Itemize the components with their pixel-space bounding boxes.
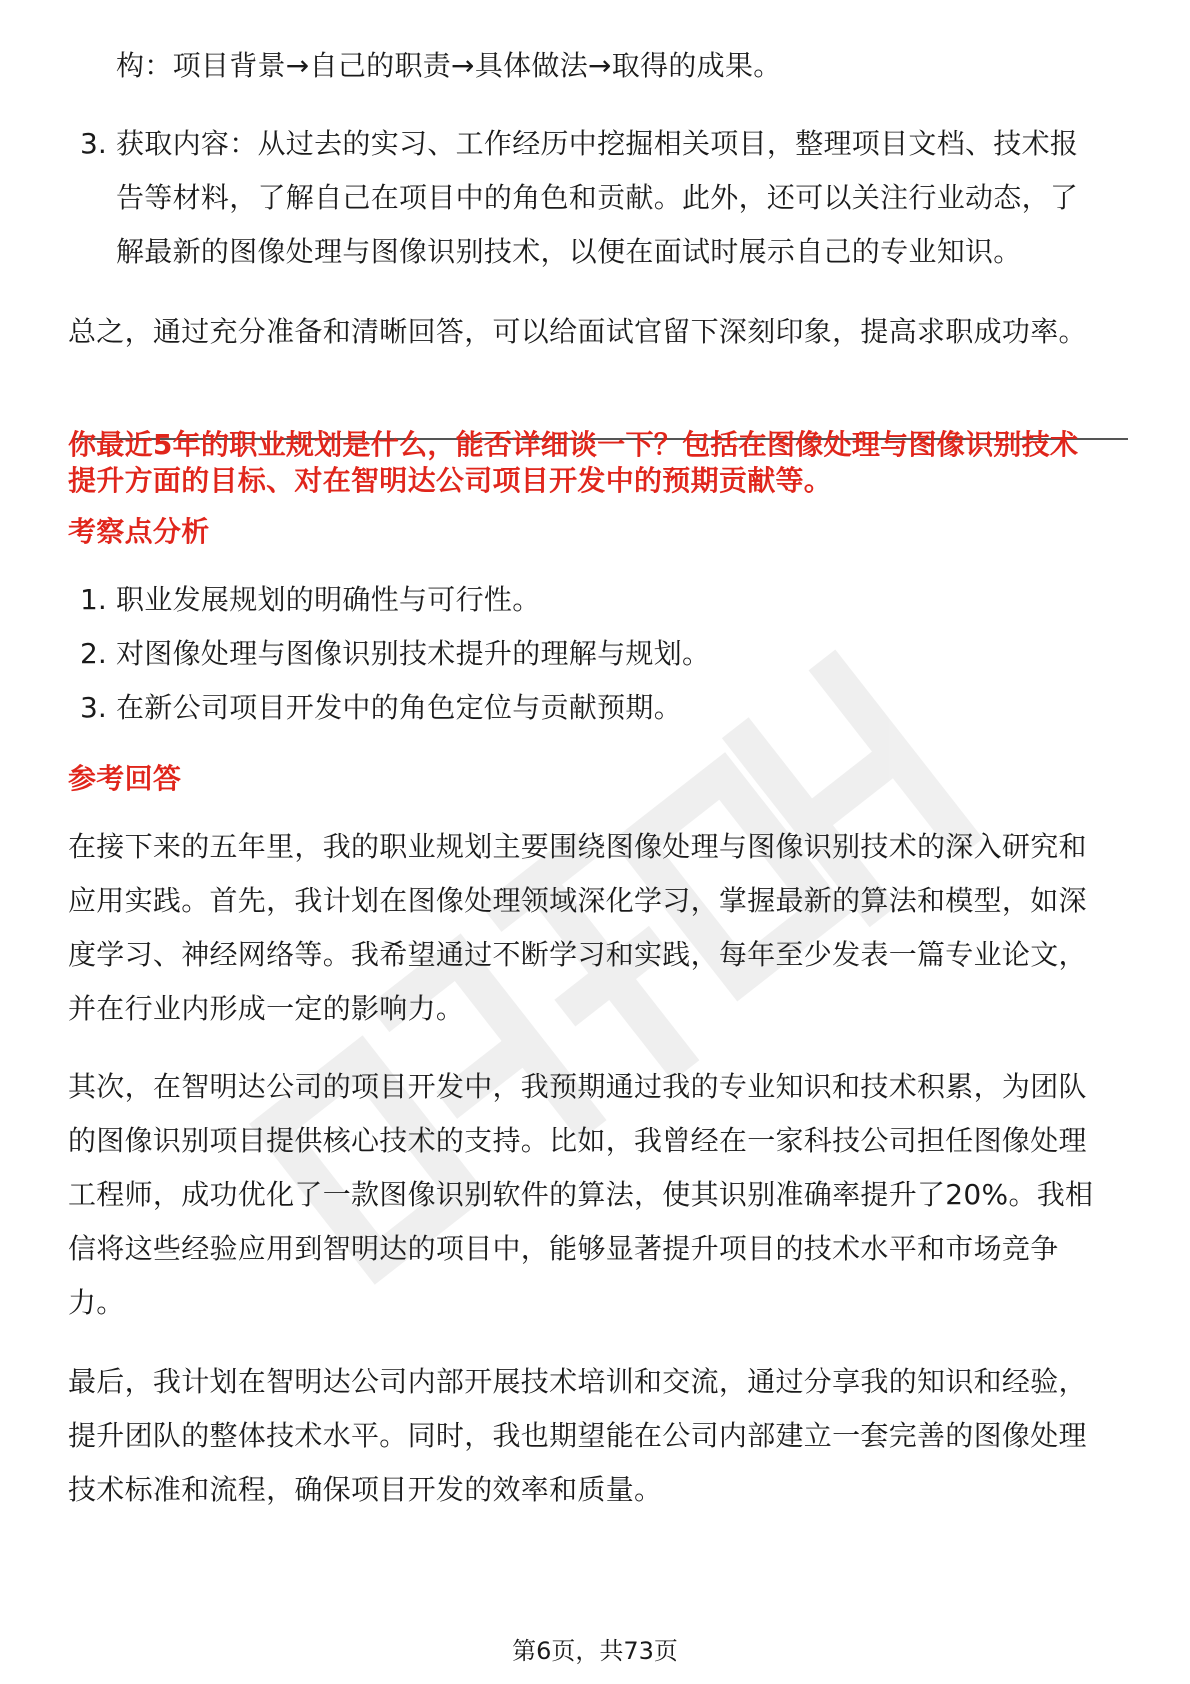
answer-p2-line: 其次，在智明达公司的项目开发中，我预期通过我的专业知识和技术积累，为团队: [68, 1070, 1087, 1103]
item3-line-2: 告等材料，了解自己在项目中的角色和贡献。此外，还可以关注行业动态，了: [116, 181, 1079, 214]
answer-p3-line: 技术标准和流程，确保项目开发的效率和质量。: [68, 1473, 663, 1506]
analysis-heading: 考察点分析: [68, 515, 210, 548]
question-line-2: 提升方面的目标、对在智明达公司项目开发中的预期贡献等。: [68, 464, 833, 497]
analysis-item-text: 职业发展规划的明确性与可行性。: [116, 583, 541, 616]
answer-p3-line: 提升团队的整体技术水平。同时，我也期望能在公司内部建立一套完善的图像处理: [68, 1419, 1087, 1452]
item3-number: 3.: [80, 127, 107, 160]
answer-p1-line: 在接下来的五年里，我的职业规划主要围绕图像处理与图像识别技术的深入研究和: [68, 830, 1087, 863]
answer-p2-line: 的图像识别项目提供核心技术的支持。比如，我曾经在一家科技公司担任图像处理: [68, 1124, 1087, 1157]
analysis-item-text: 对图像处理与图像识别技术提升的理解与规划。: [116, 637, 711, 670]
answer-p1-line: 并在行业内形成一定的影响力。: [68, 992, 465, 1025]
analysis-item-number: 3.: [80, 691, 107, 724]
answer-p1-line: 度学习、神经网络等。我希望通过不断学习和实践，每年至少发表一篇专业论文，: [68, 938, 1087, 971]
page-number-footer: 第6页，共73页: [512, 1637, 678, 1665]
answer-p2-line: 工程师，成功优化了一款图像识别软件的算法，使其识别准确率提升了20%。我相: [68, 1178, 1094, 1211]
answer-p3-line: 最后，我计划在智明达公司内部开展技术培训和交流，通过分享我的知识和经验，: [68, 1365, 1087, 1398]
answer-p2-line: 力。: [68, 1286, 125, 1319]
intro-tail-line: 构：项目背景→自己的职责→具体做法→取得的成果。: [116, 49, 782, 82]
analysis-item-text: 在新公司项目开发中的角色定位与贡献预期。: [116, 691, 683, 724]
analysis-item-number: 1.: [80, 583, 107, 616]
analysis-item-number: 2.: [80, 637, 107, 670]
item3-line-3: 解最新的图像处理与图像识别技术，以便在面试时展示自己的专业知识。: [116, 235, 1022, 268]
question-line-1: 你最近5年的职业规划是什么，能否详细谈一下？包括在图像处理与图像识别技术: [68, 428, 1079, 461]
item3-line-1: 获取内容：从过去的实习、工作经历中挖掘相关项目，整理项目文档、技术报: [116, 127, 1079, 160]
answer-heading: 参考回答: [68, 762, 182, 795]
answer-p1-line: 应用实践。首先，我计划在图像处理领域深化学习，掌握最新的算法和模型，如深: [68, 884, 1087, 917]
summary-paragraph: 总之，通过充分准备和清晰回答，可以给面试官留下深刻印象，提高求职成功率。: [68, 315, 1087, 348]
answer-p2-line: 信将这些经验应用到智明达的项目中，能够显著提升项目的技术水平和市场竞争: [68, 1232, 1059, 1265]
